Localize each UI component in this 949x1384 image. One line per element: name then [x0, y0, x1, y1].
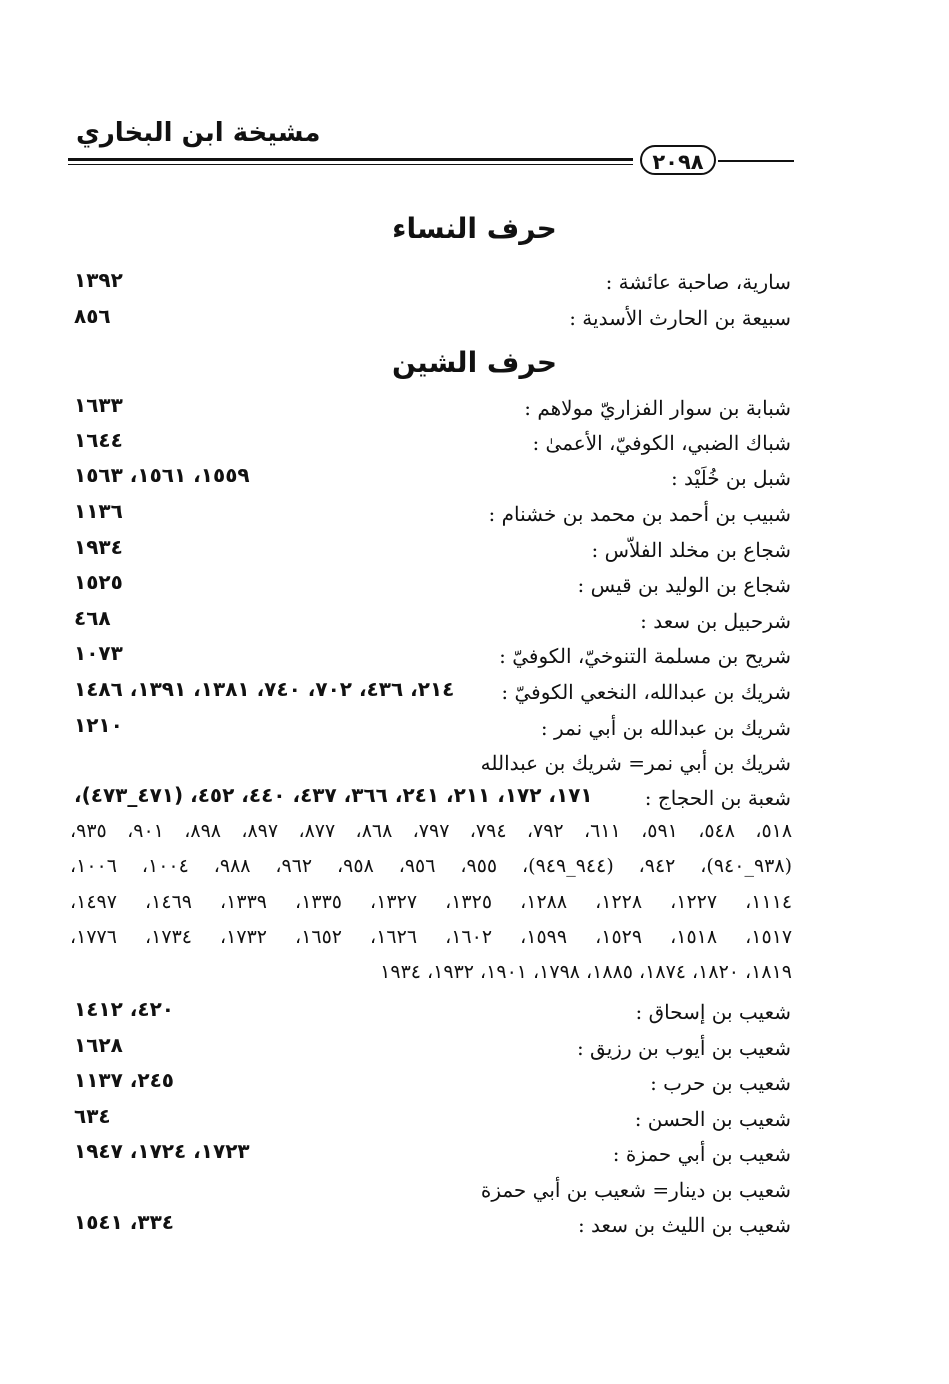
entry-name: شجاع بن مخلد الفلاّس : — [591, 538, 791, 562]
entry-name: شبيب بن أحمد بن محمد بن خشنام : — [488, 502, 791, 526]
entry-name: شريك بن عبدالله بن أبي نمر : — [540, 716, 791, 740]
entry-refs: ٢٤٥، ١١٣٧ — [74, 1068, 175, 1092]
header-rule-thin — [68, 164, 633, 165]
entry-name: شعيب بن الليث بن سعد : — [577, 1213, 791, 1237]
running-header-title: مشيخة ابن البخاري — [76, 118, 321, 148]
header-rule — [68, 158, 633, 161]
entry-refs: ٨٥٦ — [74, 304, 111, 328]
entry-name: شعيب بن أيوب بن رزيق : — [576, 1036, 791, 1060]
entry-name: سبيعة بن الحارث الأسدية : — [569, 306, 791, 330]
entry-refs: ١٢١٠ — [74, 713, 123, 737]
entry-refs: ١٣٩٢ — [74, 268, 123, 292]
entry-refs: ٣٣٤، ١٥٤١ — [74, 1210, 175, 1234]
entry-refs: ١٥٥٩، ١٥٦١، ١٥٦٣ — [74, 463, 250, 487]
entry-name: شجاع بن الوليد بن قيس : — [577, 573, 791, 597]
entry-refs: ١٦٣٣ — [74, 393, 123, 417]
entry-cross-reference: شريك بن أبي نمر= شريك بن عبدالله — [480, 751, 791, 775]
shuba-refs-line-6: ١٨١٩، ١٨٢٠، ١٨٧٤، ١٨٨٥، ١٧٩٨، ١٩٠١، ١٩٣٢، ١٩٣٤ — [380, 961, 792, 983]
entry-name: شرحبيل بن سعد : — [640, 609, 791, 633]
entry-refs: ٤٦٨ — [74, 606, 111, 630]
entry-name: شبابة بن سوار الفزاريّ مولاهم : — [524, 396, 791, 420]
section-heading-nisa: حرف النساء — [392, 212, 557, 245]
entry-name: شعيب بن الحسن : — [634, 1107, 791, 1131]
entry-refs: ١٠٧٣ — [74, 641, 123, 665]
page-number: ٢٠٩٨ — [640, 145, 716, 175]
entry-refs: ١١٣٦ — [74, 499, 123, 523]
entry-refs: ٢١٤، ٤٣٦، ٧٠٢، ٧٤٠، ١٣٨١، ١٣٩١، ١٤٨٦ — [74, 677, 455, 701]
entry-refs: ١٥٢٥ — [74, 570, 123, 594]
entry-cross-reference: شعيب بن دينار= شعيب بن أبي حمزة — [480, 1178, 791, 1202]
shuba-refs-line-4: ١١١٤، ١٢٢٧، ١٢٢٨، ١٢٨٨، ١٣٢٥، ١٣٢٧، ١٣٣٥، ١٣٣٩، ١٤٦٩، ١٤٩٧، — [70, 891, 793, 913]
header-rule-right — [718, 160, 794, 162]
entry-refs: ١٩٣٤ — [74, 535, 123, 559]
entry-name: شبل بن خُلَيْد : — [670, 466, 791, 490]
entry-name: شباك الضبي، الكوفيّ، الأعمىٰ : — [532, 431, 791, 455]
shuba-refs-line-3: (٩٣٨_٩٤٠)، ٩٤٢، (٩٤٤_٩٤٩)، ٩٥٥، ٩٥٦، ٩٥٨، ٩٦٢، ٩٨٨، ١٠٠٤، ١٠٠٦، — [70, 855, 793, 877]
entry-name: شريح بن مسلمة التنوخيّ، الكوفيّ : — [499, 644, 791, 668]
shuba-refs-line-5: ١٥١٧، ١٥١٨، ١٥٢٩، ١٥٩٩، ١٦٠٢، ١٦٢٦، ١٦٥٢، ١٧٣٢، ١٧٣٤، ١٧٧٦، — [70, 926, 793, 948]
shuba-refs-line-2: ٥١٨، ٥٤٨، ٥٩١، ٦١١، ٧٩٢، ٧٩٤، ٧٩٧، ٨٦٨، ٨٧٧، ٨٩٧، ٨٩٨، ٩٠١، ٩٣٥، — [70, 820, 793, 842]
entry-refs: ٦٣٤ — [74, 1104, 111, 1128]
entry-name: شعيب بن إسحاق : — [635, 1000, 791, 1024]
entry-name: شريك بن عبدالله، النخعي الكوفيّ : — [501, 680, 791, 704]
shuba-refs-line-1: ١٧١، ١٧٢، ٢١١، ٢٤١، ٣٦٦، ٤٣٧، ٤٤٠، ٤٥٢، (٤٧١_٤٧٣)، — [74, 783, 593, 807]
entry-refs: ١٦٤٤ — [74, 428, 123, 452]
section-heading-shin: حرف الشين — [391, 346, 558, 379]
entry-name: شعيب بن أبي حمزة : — [612, 1142, 791, 1166]
entry-name-shuba: شعبة بن الحجاج : — [644, 786, 791, 810]
entry-name: سارية، صاحبة عائشة : — [605, 270, 791, 294]
entry-refs: ١٦٢٨ — [74, 1033, 123, 1057]
entry-refs: ٤٢٠، ١٤١٢ — [74, 997, 175, 1021]
entry-refs: ١٧٢٣، ١٧٢٤، ١٩٤٧ — [74, 1139, 250, 1163]
entry-name: شعيب بن حرب : — [650, 1071, 791, 1095]
